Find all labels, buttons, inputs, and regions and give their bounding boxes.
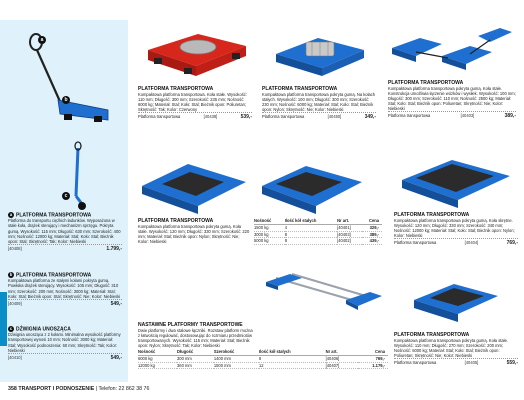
sidebar-item-description: Kompaktowa platforma ze stałymi kołami pokryta gumą. Powłoka drążek sterujący. Wysokość: 105 mm; Długość: 310 mm; Szerokość: 200 mm; Nośność: 3000 kg; Materiał: Stal; Koło: Stal; Bieżnik opon: Stal; Skrętność: Nie; Kolor: Niebieski (8, 278, 121, 299)
badge-c: c (62, 192, 70, 200)
capacity-price-table (254, 218, 382, 245)
article-number: [40403] (460, 113, 475, 119)
table-header: Ilość kół stałych (259, 349, 326, 356)
badge-a: a (38, 36, 46, 44)
table-header: Nośność (138, 349, 177, 356)
item-number-badge: b (9, 272, 13, 277)
product-title: PLATFORMA TRANSPORTOWA (138, 218, 214, 224)
table-header: Nr art. (326, 349, 358, 356)
product-card-40403 (388, 80, 516, 120)
product-card-adjustable-platforms (138, 322, 388, 369)
section-title: TRANSPORT I PODNOSZENIE (18, 386, 95, 392)
table-cell: 6000 kg (138, 356, 177, 363)
table-row (254, 238, 382, 245)
table-cell: [40406] (326, 356, 358, 363)
product-description: Dwie platformy i dwa stalowe łączniki. Rozstaw platform można z łatwością regulować, dostosowując do rozmiaru przedmiotów transportowanych. Wysokość: 115 mm; Materiał: Stal; Bieżnik opon: Nylon; Skrętność: Tak; Kolor: Niebieski (138, 328, 253, 349)
product-label: Platforma transportowa (394, 240, 437, 246)
table-header: Cena (358, 349, 388, 356)
product-title: PLATFORMA TRANSPORTOWA (138, 86, 214, 92)
product-label: Platforma transportowa (394, 360, 437, 366)
table-row (138, 362, 388, 369)
product-title: NASTAWNE PLATFORMY TRANSPORTOWE (138, 322, 243, 328)
table-cell: 3000 kg (254, 231, 285, 238)
table-header-row (138, 349, 388, 356)
sidebar-item-c (8, 326, 122, 361)
table-cell: 1500 kg (254, 225, 285, 232)
price: 349,- (364, 114, 376, 121)
badge-b: b (62, 96, 70, 104)
table-cell: 439,- (362, 238, 382, 245)
product-description: Kompaktowa platforma transportowa pokryta gumą. Koła stałe. Konstrukcja umożliwia łączenie wózków i wysiłek. Wysokość: 100 mm; Długość: 300 mm; Szerokość: 110 mm; Nośność: 2500 kg; Materiał: Stal; Koło: Stal; Bieżnik opon: Poliuretan; Skrętność: Nie; Kolor: Niebieski (388, 86, 516, 112)
table-cell: 8 (259, 356, 326, 363)
wide-blue-platform-image (138, 152, 250, 222)
table-cell: 12 (259, 362, 326, 369)
sidebar-item-a (8, 212, 122, 252)
table-cell: 300 mm (177, 356, 214, 363)
article-number: [40450] (327, 114, 342, 120)
variants-table (138, 349, 388, 369)
sidebar-item-title: PLATFORMA TRANSPORTOWA (16, 212, 92, 219)
sidebar-item-title: DŹWIGNIA UNOSZĄCA (16, 326, 71, 333)
phone-number: | Telefon: 22 862 38 76 (95, 386, 150, 392)
product-title: PLATFORMA TRANSPORTOWA (394, 332, 470, 338)
table-header: Ilość kół stałych (285, 218, 337, 225)
page-footer (0, 382, 524, 396)
table-cell: [40401] (337, 225, 362, 232)
table-header: Długość (177, 349, 214, 356)
article-number: [40408] (8, 245, 22, 251)
price: 549,- (110, 300, 122, 307)
article-number: [40438] (203, 114, 218, 120)
product-description: Kompaktowa platforma transportowa pokryta gumą. Koła skrętne. Wysokość: 120 mm; Długość: 330 mm; Szerokość: 340 mm; Nośność: 12000 kg; Materiał: Stal; Koło: Stal; Bieżnik opon: Nylon; Kolor: Niebieski (394, 218, 515, 239)
product-card-adjustable (138, 218, 384, 245)
item-number-badge: a (9, 212, 13, 217)
table-cell: 1.179,- (358, 362, 388, 369)
section-tab-marker (0, 292, 7, 346)
table-cell: [40402] (337, 238, 362, 245)
article-number: [40404] (464, 240, 479, 246)
table-cell: 8 (285, 231, 337, 238)
product-description: Kompaktowa platforma transportowa pokryta gumą. Koła stałe. Wysokość: 110 mm; Długość: 270 mm; Szerokość: 200 mm; Nośność: 6000 kg; Materiał: Stal; Koło: Stal; Bieżnik opon: Poliuretan; Skrętność: Nie; Kolor: Niebieski (394, 338, 508, 359)
product-card-40438 (138, 86, 252, 120)
table-cell: 8 (285, 238, 337, 245)
table-cell: [40407] (326, 362, 358, 369)
product-title: PLATFORMA TRANSPORTOWA (262, 86, 338, 92)
sidebar-item-title: PLATFORMA TRANSPORTOWA (16, 272, 92, 279)
table-cell: 1500 mm (214, 362, 259, 369)
price: 769,- (506, 240, 518, 247)
sidebar-item-description: Dźwignia unosząca z 2 kołami. Minimalna wysokość platformy transportowej wynosi 10 mm; Nośność: 3000 kg; Materiał: Stal; Wysokość podnoszenia: 60 mm; Skrętność: Tak; Kolor: Niebieski (8, 332, 121, 353)
rubber-top-blue-platform-image (254, 152, 366, 222)
price: 549,- (110, 354, 122, 361)
table-cell: 4 (285, 225, 337, 232)
table-header-row (254, 218, 382, 225)
product-description: Kompaktowa platforma transportowa pokryta gumą. Na kołach stałych. Wysokość: 100 mm; Długość: 300 mm; Szerokość: 230 mm; Nośność: 6000 kg; Materiał: Stal; Koło: Stal; Bieżnik opon: Nylon; Skrętność: Nie; Kolor: Niebieski (262, 92, 376, 113)
swivel-blue-platform-image (394, 150, 516, 216)
product-description: Kompaktowa platforma transportowa. Koła stałe. Wysokość: 110 mm; Długość: 300 mm; Szerokość: 235 mm; Nośność: 6000 kg; Materiał: Stal; Koło: Stal; Bieżnik opon: Poliuretan; Skrętność: Tak; Kolor: Czerwony (138, 92, 247, 113)
price: 389,- (504, 113, 516, 120)
item-number-badge: c (9, 326, 13, 331)
blue-platform-steel-rollers-image (262, 20, 378, 82)
product-label: Platforma transportowa (262, 114, 305, 120)
tow-bar-platform-image (20, 28, 120, 214)
page-number: 358 (8, 386, 17, 392)
price: 1.799,- (106, 245, 122, 252)
table-cell: 360 mm (177, 362, 214, 369)
table-cell: 329,- (362, 225, 382, 232)
small-blue-platform-image (394, 270, 516, 332)
product-title: PLATFORMA TRANSPORTOWA (394, 212, 470, 218)
product-label: Platforma transportowa (388, 113, 431, 119)
red-platform-image (138, 20, 254, 82)
product-card-40404 (394, 212, 518, 246)
table-cell: 769,- (358, 356, 388, 363)
product-card-40405 (394, 332, 518, 366)
table-cell: 12000 kg (138, 362, 177, 369)
table-cell: 5000 kg (254, 238, 285, 245)
price: 539,- (240, 114, 252, 121)
sidebar-item-description: Platforma do transportu ciężkich ładunków. Wyposażona w stałe koła, drążek sterujący i mechanizm sprzęgu. Pokryta gumą. Wysokość: 115 mm; Długość: 630 mm; Szerokość: 400 mm; Nośność: 12000 kg; Materiał: Stal; Koło: Stal; Bieżnik opon: Stal; Skrętność: Tak; Kolor: Niebieski (8, 218, 121, 244)
article-number: [40410] (8, 354, 22, 360)
table-header: Szerokość (214, 349, 259, 356)
table-cell: 389,- (362, 231, 382, 238)
adjustable-platforms-image (262, 270, 386, 326)
product-description: Kompaktowa platforma transportowa pokryta gumą. Koła stałe. Wysokość: 120 mm; Długość: 330 mm; Szerokość: 220 mm; Materiał: Stal; Bieżnik opon: Nylon; Skrętność: Nie; Kolor: Niebieski (138, 224, 250, 245)
table-header: Nośność (254, 218, 285, 225)
product-card-40450 (262, 86, 376, 120)
table-header: Cena (362, 218, 382, 225)
table-header: Nr art. (337, 218, 362, 225)
price: 559,- (506, 360, 518, 367)
linked-platforms-image (386, 18, 516, 82)
article-number: [40409] (8, 300, 22, 306)
product-title: PLATFORMA TRANSPORTOWA (388, 80, 464, 86)
article-number: [40405] (464, 360, 479, 366)
table-cell: 1400 mm (214, 356, 259, 363)
table-cell: [40403] (337, 231, 362, 238)
product-label: Platforma transportowa (138, 114, 181, 120)
sidebar-item-b (8, 272, 122, 307)
